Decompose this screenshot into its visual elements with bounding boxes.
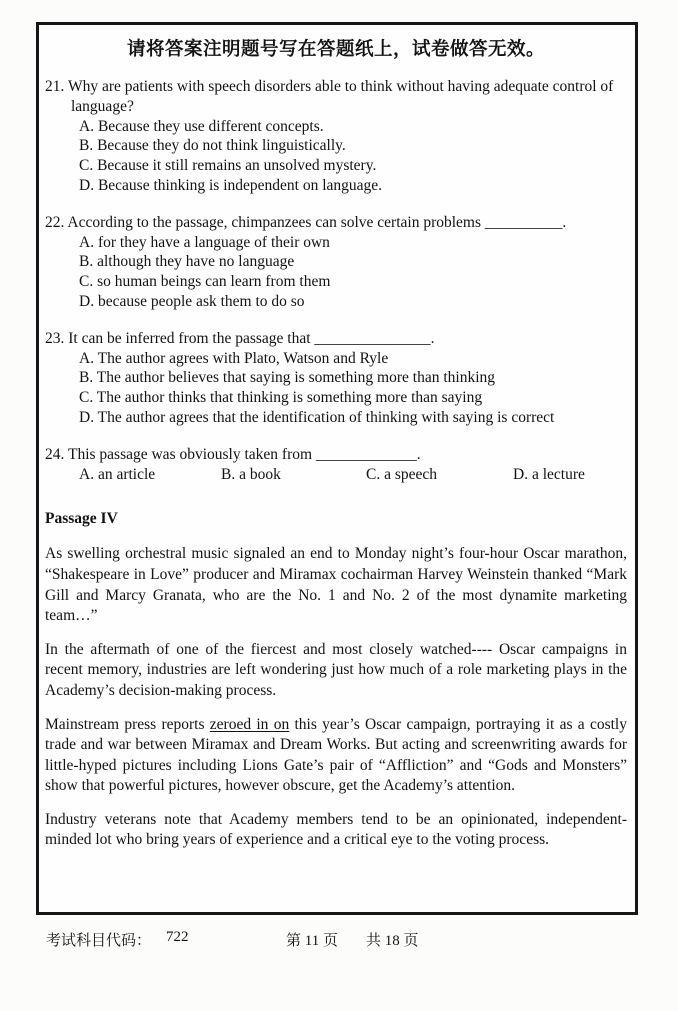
question-22 [45, 213, 627, 312]
option-c: C. The author thinks that thinking is something more than saying [79, 389, 483, 407]
question-stem [45, 213, 627, 233]
option-b: B. although they have no language [79, 253, 295, 271]
page-footer [46, 929, 646, 949]
exam-paper-frame [36, 22, 638, 915]
question-options [45, 349, 627, 428]
subject-code-label: 考试科目代码： [46, 933, 152, 949]
passage-heading: Passage IV [45, 510, 118, 528]
question-text: It can be inferred from the passage that _______________. [68, 329, 435, 347]
paragraph-text: this year’s Oscar campaign, portraying it as a costly trade and war between Miramax and Dream Works. But acting and screenwriting awards for little-hyped pictures including Lions Gate’s pair of “Affliction” and “Gods and Monsters” show that powerful pictures, however obscure, get the Academy’s attention. [45, 715, 627, 795]
page-total: 共 18 页 [366, 933, 419, 949]
option-a: A. an article [79, 465, 156, 483]
question-options [45, 465, 627, 485]
question-options [45, 117, 627, 196]
option-a: A. The author agrees with Plato, Watson and Ryle [79, 349, 389, 367]
option-c: C. so human beings can learn from them [79, 273, 331, 291]
question-24 [45, 445, 627, 485]
page-number: 第 11 页 [286, 933, 338, 949]
option-b: B. The author believes that saying is something more than thinking [79, 369, 495, 387]
option-d: D. Because thinking is independent on language. [79, 176, 383, 194]
question-21 [45, 77, 627, 196]
underlined-phrase: zeroed in on [209, 715, 290, 733]
question-number: 23. [45, 329, 65, 347]
answer-sheet-notice: 请将答案注明题号写在答题纸上，试卷做答无效。 [126, 39, 545, 60]
passage-paragraph-3 [45, 715, 627, 797]
option-c: C. Because it still remains an unsolved mystery. [79, 157, 377, 175]
option-a: A. Because they use different concepts. [79, 117, 324, 135]
question-number: 24. [45, 445, 65, 463]
question-23 [45, 329, 627, 428]
option-b: B. Because they do not think linguistically. [79, 137, 346, 155]
question-options [45, 233, 627, 312]
question-text: This passage was obviously taken from _____________. [67, 445, 421, 463]
question-number: 22. [45, 213, 65, 231]
question-text: According to the passage, chimpanzees can solve certain problems __________. [67, 213, 567, 231]
option-d: D. The author agrees that the identification of thinking with saying is correct [79, 408, 555, 426]
question-text: Why are patients with speech disorders able to think without having adequate control of language? [67, 78, 614, 115]
paragraph-text: Mainstream press reports [45, 715, 210, 733]
passage-paragraph-4: Industry veterans note that Academy members tend to be an opinionated, independent-minded lot who bring years of experience and a critical eye to the voting process. [45, 810, 627, 849]
option-a: A. for they have a language of their own [79, 233, 330, 251]
question-stem [45, 445, 627, 465]
subject-code-value: 722 [166, 929, 189, 945]
option-c: C. a speech [366, 465, 438, 483]
question-stem [45, 329, 627, 349]
option-d: D. because people ask them to do so [79, 292, 305, 310]
passage-paragraph-2: In the aftermath of one of the fiercest and most closely watched---- Oscar campaigns in recent memory, industries are left wondering just how much of a role marketing plays in the Academy’s decision-making process. [45, 640, 627, 699]
question-number: 21. [45, 78, 65, 95]
question-stem [45, 77, 627, 117]
option-d: D. a lecture [513, 465, 585, 483]
option-b: B. a book [221, 465, 281, 483]
passage-paragraph-1: As swelling orchestral music signaled an end to Monday night’s four-hour Oscar marathon, “Shakespeare in Love” producer and Miramax cochairman Harvey Weinstein thanked “Mark Gill and Marcy Granata, who are the No. 1 and No. 2 of the most dynamite marketing team…” [45, 545, 627, 625]
